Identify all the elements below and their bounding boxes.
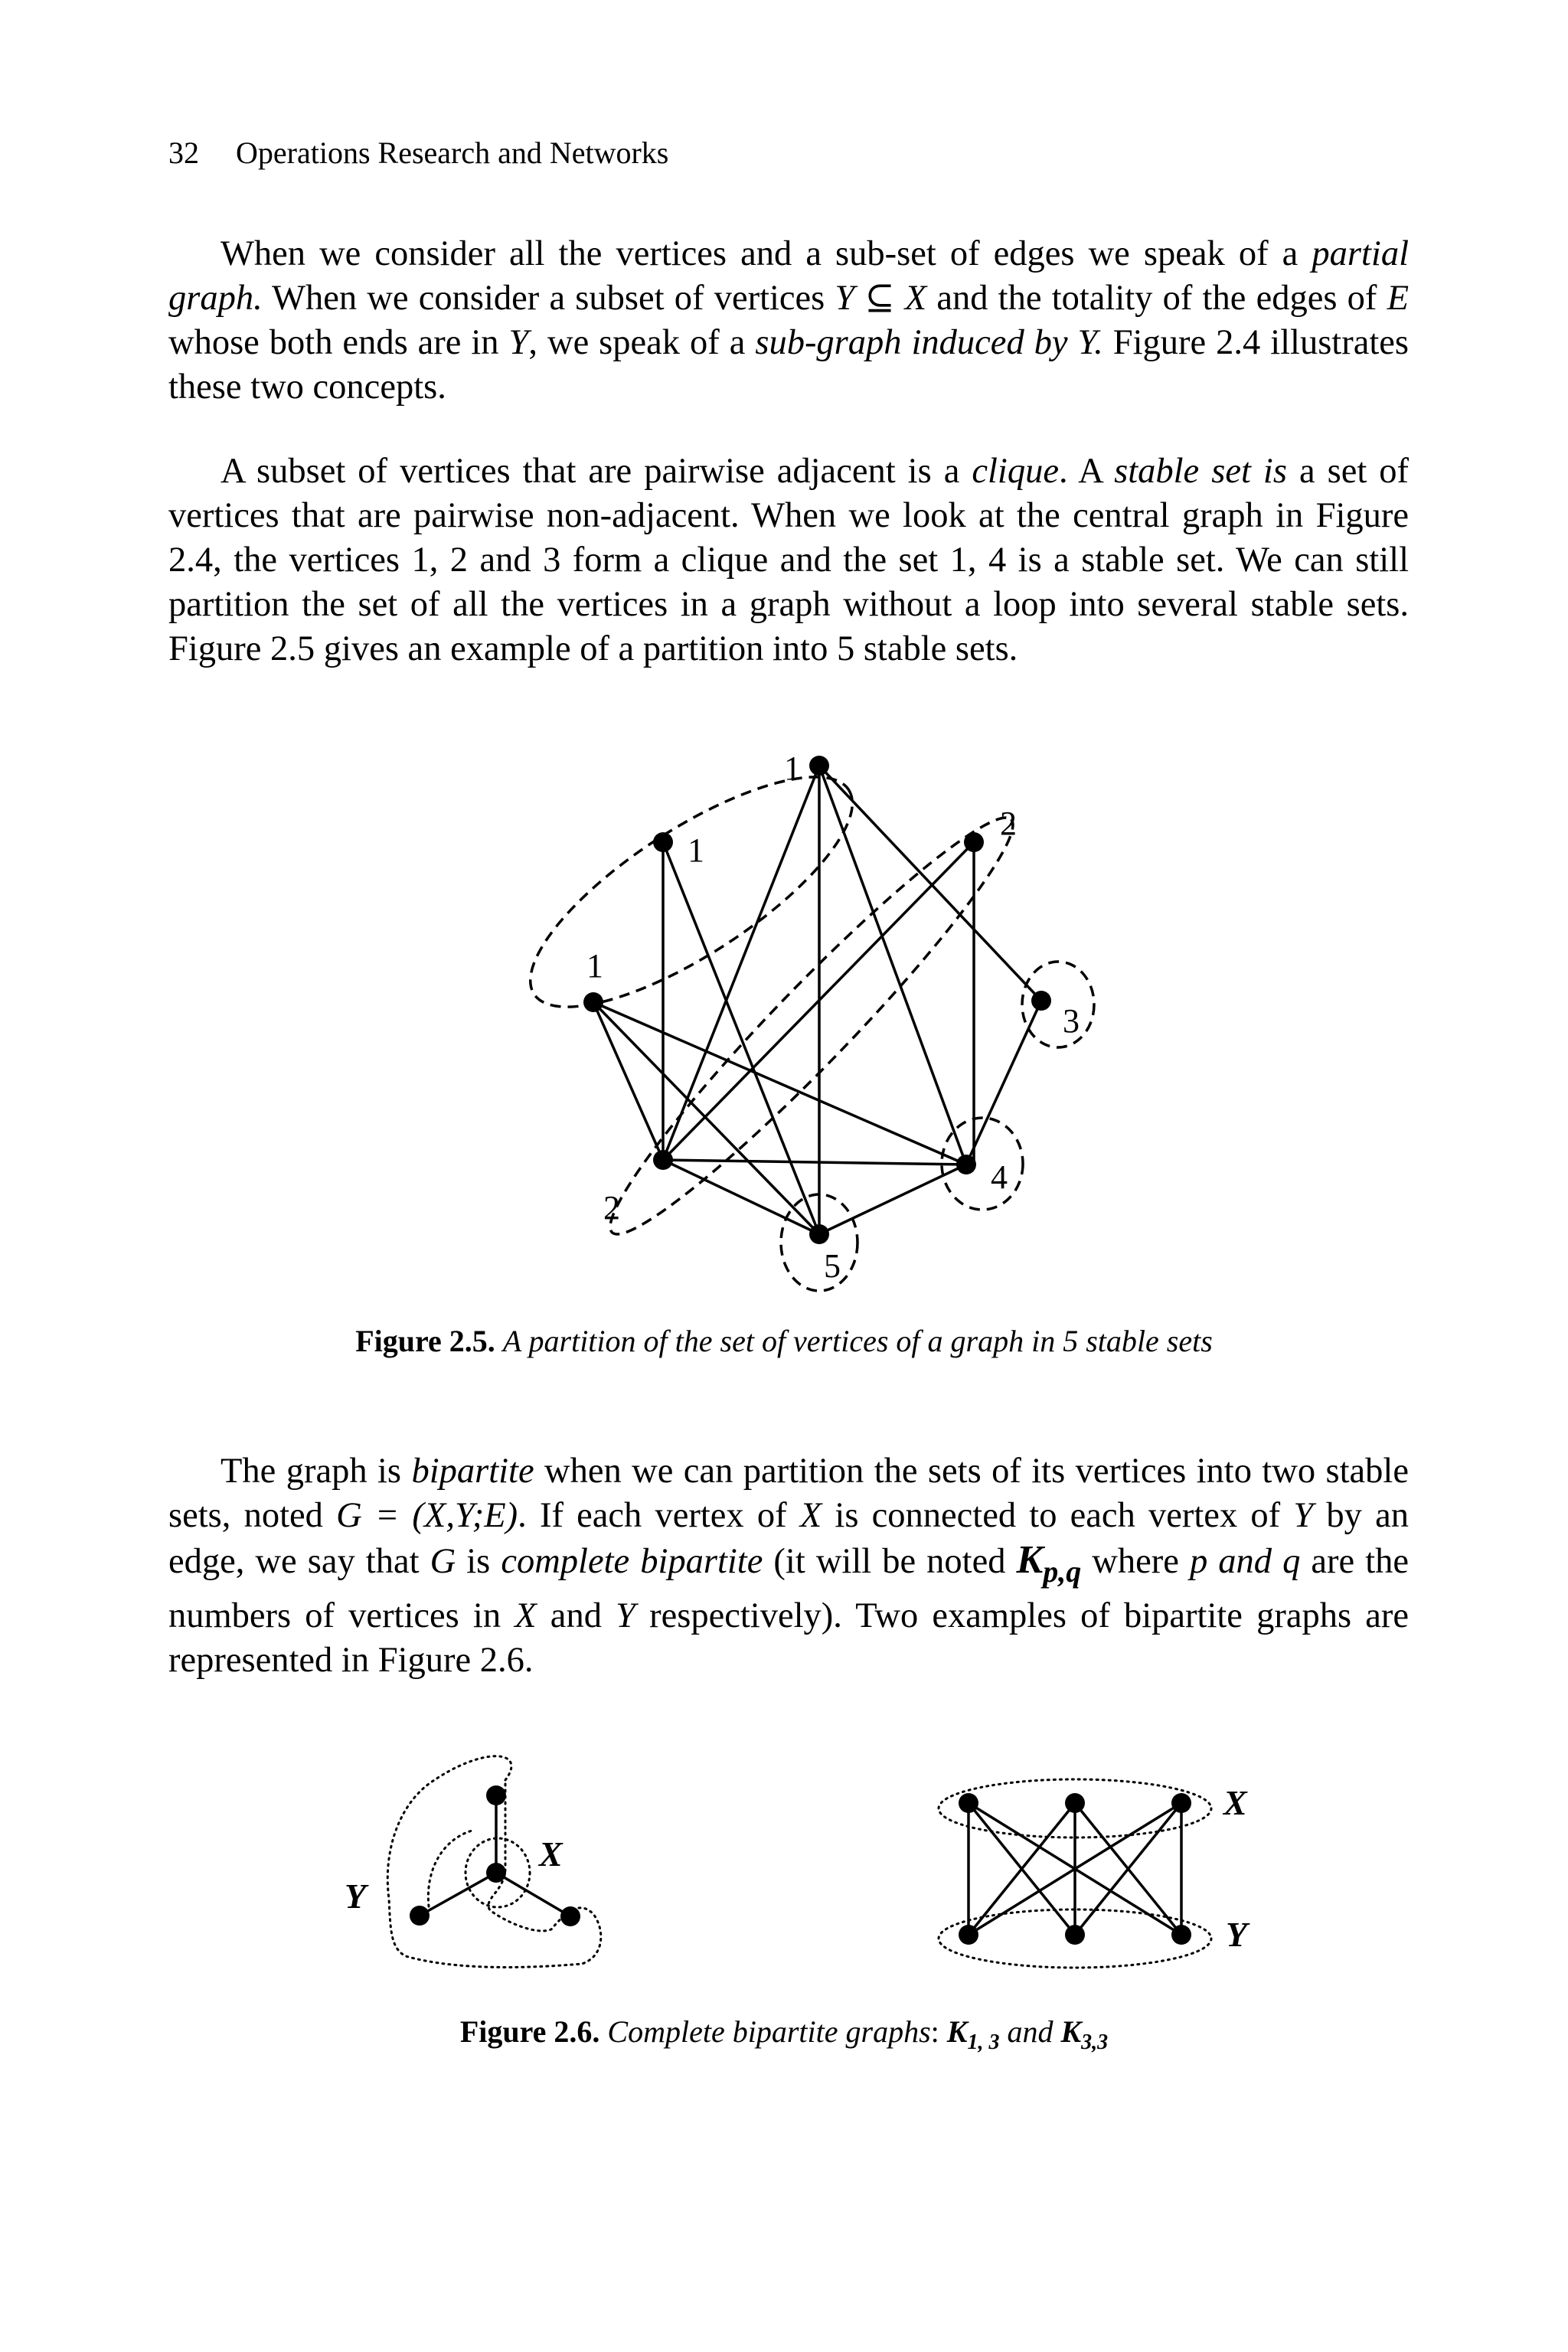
text-run: by an edge, we say that xyxy=(168,1496,1409,1581)
math-x: X xyxy=(514,1596,537,1635)
math-k13 xyxy=(946,2014,1000,2054)
text-run: , we speak of a xyxy=(528,323,756,362)
vertex xyxy=(560,1906,580,1926)
text-run: and xyxy=(536,1596,616,1635)
math-k-subscript: 3,3 xyxy=(1081,2030,1109,2054)
vertex-label: 3 xyxy=(1063,1002,1080,1040)
term-clique: clique xyxy=(972,452,1059,491)
vertex-label: 2 xyxy=(603,1189,620,1227)
term-induced-subgraph: sub-graph induced by Y. xyxy=(755,323,1103,362)
math-k: K xyxy=(1016,1538,1044,1582)
caption-colon: : xyxy=(930,2014,947,2049)
label-y: Y xyxy=(1226,1915,1248,1954)
vertex xyxy=(1171,1793,1191,1813)
caption-label: Figure 2.6. xyxy=(459,2014,600,2049)
caption-text: Complete bipartite graphs xyxy=(607,2014,931,2049)
label-y: Y xyxy=(345,1877,367,1916)
math-k: K xyxy=(946,2014,968,2049)
math-p-and-q: p and q xyxy=(1189,1542,1301,1581)
edge xyxy=(496,1873,570,1916)
text-run: . A xyxy=(1059,452,1115,491)
math-e: E xyxy=(1387,279,1409,318)
caption-label: Figure 2.5. xyxy=(355,1324,495,1358)
caption-text: A partition of the set of vertices of a graph in 5 stable sets xyxy=(502,1324,1213,1358)
text-run: . If each vertex of xyxy=(518,1496,800,1535)
math-x: X xyxy=(904,279,927,318)
vertex-label: 1 xyxy=(688,831,704,869)
math-g-notation: G = (X,Y;E) xyxy=(336,1496,518,1535)
vertex xyxy=(1065,1925,1085,1945)
text-run: and the totality of the edges of xyxy=(926,279,1387,318)
text-run: when we can partition the sets of its vertices into two stable sets, noted xyxy=(168,1452,1409,1535)
vertex xyxy=(959,1793,978,1813)
math-k-subscript: p,q xyxy=(1043,1554,1082,1589)
text-run: a set of vertices that are pairwise non-adjacent. When we look at the central graph in Figure 2.4, the vertices 1, 2 and 3 form a clique and the set 1, 4 is a stable set. We can still partition the set of all the vertices in a graph without a loop into several stable sets. Figure 2.5 gives an example of a partition into 5 stable sets. xyxy=(168,452,1410,668)
vertex-label: 1 xyxy=(784,750,801,787)
figure-2-6-caption xyxy=(0,2014,1568,2055)
vertex-label: 2 xyxy=(1000,805,1017,842)
label-x: X xyxy=(539,1834,563,1873)
term-partial-graph: partial graph. xyxy=(168,234,1409,318)
vertex-label: 1 xyxy=(586,947,603,985)
text-run: A subset of vertices that are pairwise adjacent is a xyxy=(220,452,972,491)
k13-graph xyxy=(345,1756,601,1968)
text-run: is xyxy=(456,1542,501,1581)
text-run: respectively). Two examples of bipartite graphs are represented in Figure 2.6. xyxy=(168,1596,1409,1680)
subset-symbol: ⊆ xyxy=(854,279,905,318)
math-k: K xyxy=(1060,2014,1082,2049)
label-x: X xyxy=(1223,1783,1247,1822)
vertex xyxy=(959,1925,978,1945)
text-run: are the numbers of vertices in xyxy=(168,1542,1410,1635)
text-run: When we consider a subset of vertices xyxy=(262,279,835,318)
text-run: whose both ends are in xyxy=(168,323,509,362)
k33-graph xyxy=(939,1779,1250,1968)
math-g: G xyxy=(430,1542,456,1581)
math-y: Y xyxy=(1293,1496,1314,1535)
set-y-inner-outline xyxy=(428,1830,475,1906)
math-y: Y xyxy=(835,279,855,318)
math-k33 xyxy=(1060,2014,1109,2054)
running-title: Operations Research and Networks xyxy=(236,136,669,170)
term-stable-set: stable set is xyxy=(1114,452,1287,491)
page-number: 32 xyxy=(168,136,199,170)
math-y: Y xyxy=(616,1596,635,1635)
vertex xyxy=(486,1863,506,1883)
vertex xyxy=(1171,1925,1191,1945)
vertex xyxy=(1065,1793,1085,1813)
text-run: When we consider all the vertices and a sub-set of edges we speak of a xyxy=(220,234,1312,273)
text-run: The graph is xyxy=(220,1452,412,1491)
term-complete-bipartite: complete bipartite xyxy=(501,1542,763,1581)
caption-and: and xyxy=(999,2014,1061,2049)
term-bipartite: bipartite xyxy=(411,1452,534,1491)
math-k-subscript: 1, 3 xyxy=(967,2030,1000,2054)
vertex xyxy=(410,1906,430,1926)
text-run: Figure 2.4 illustrates these two concepts. xyxy=(168,323,1409,407)
text-run: (it will be noted xyxy=(763,1542,1017,1581)
text-run: where xyxy=(1081,1542,1190,1581)
vertex-label: 5 xyxy=(824,1247,841,1285)
text-run: is connected to each vertex of xyxy=(822,1496,1294,1535)
math-x: X xyxy=(799,1496,822,1535)
vertex xyxy=(486,1785,506,1805)
edge xyxy=(420,1873,496,1916)
vertex-label: 4 xyxy=(991,1158,1008,1196)
math-y: Y xyxy=(508,323,529,362)
